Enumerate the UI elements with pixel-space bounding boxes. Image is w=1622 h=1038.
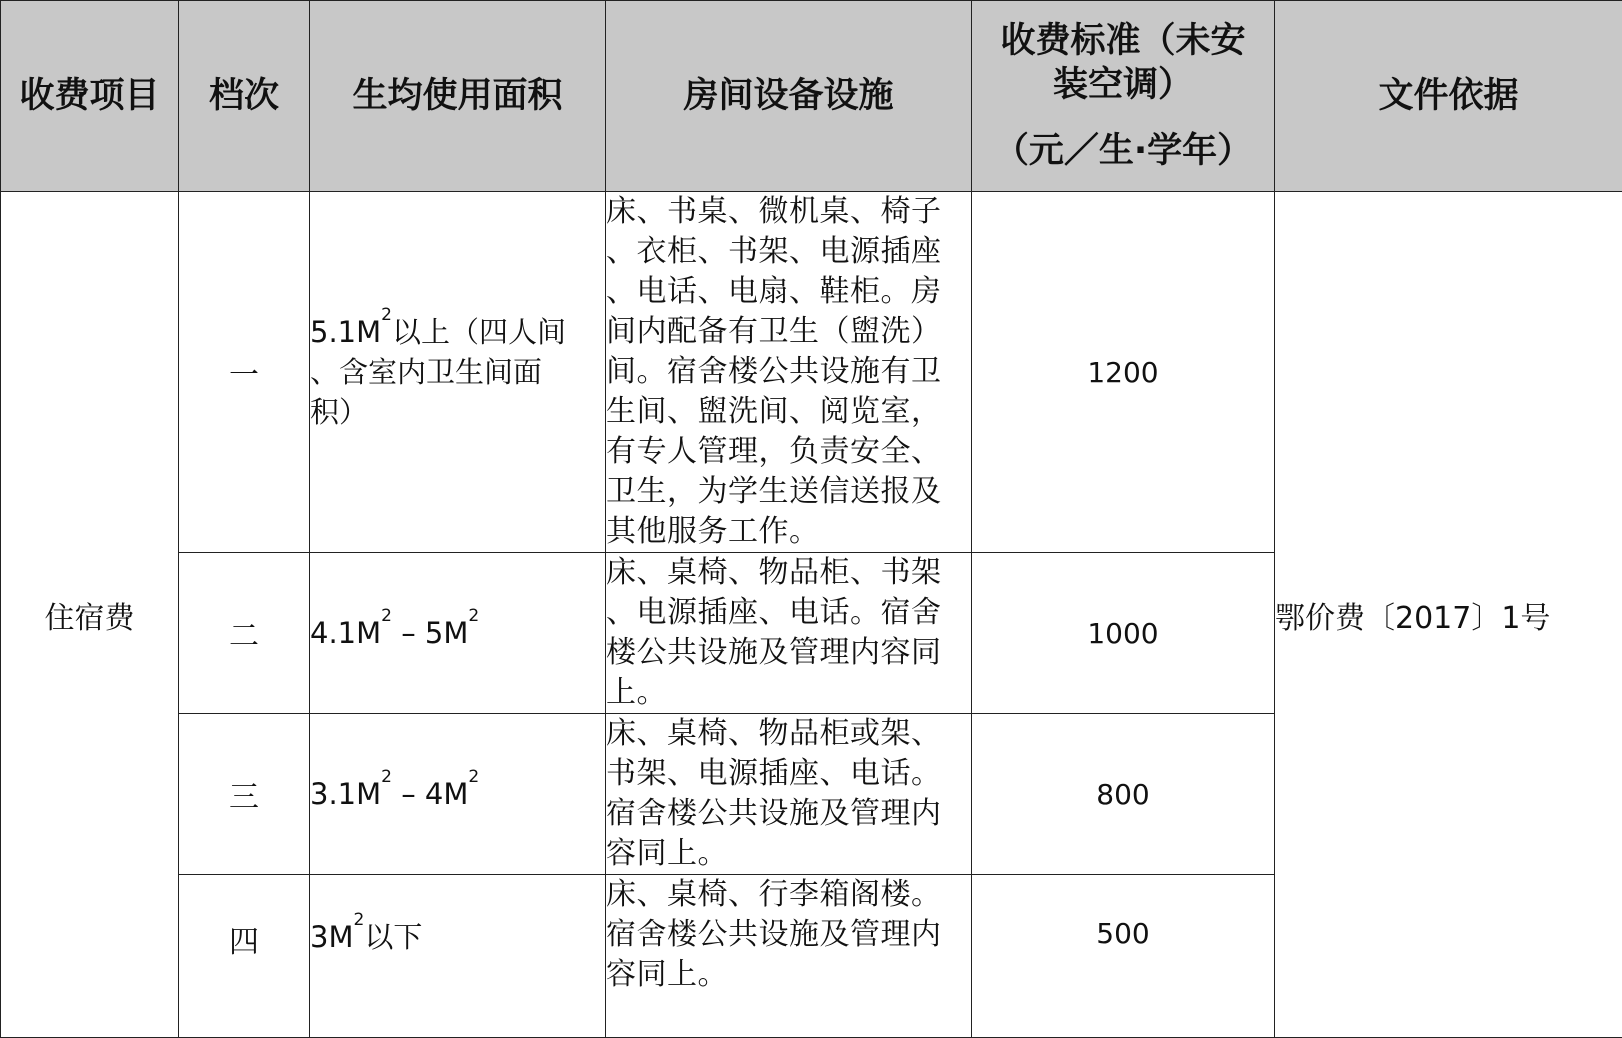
tier-cell: 一: [179, 192, 310, 553]
equipment-line: 卫生，为学生送信送报及: [606, 472, 971, 512]
header-fee-line-1: 收费标准（未安: [972, 19, 1274, 63]
tier-cell: 二: [179, 553, 310, 714]
header-row: [1, 1, 1622, 192]
header-doc-basis: 文件依据: [1275, 1, 1622, 192]
equipment-line: 其他服务工作。: [606, 512, 971, 552]
header-fee-item: 收费项目: [1, 1, 179, 192]
header-fee-line-2: 装空调）: [972, 63, 1274, 107]
equipment-line: 、电话、电扇、鞋柜。房: [606, 272, 971, 312]
equipment-line: 宿舍楼公共设施及管理内: [606, 794, 971, 834]
equipment-cell: [606, 192, 972, 553]
fee-cell: 1000: [972, 553, 1275, 714]
equipment-line: 床、书桌、微机桌、椅子: [606, 192, 971, 232]
equipment-line: 容同上。: [606, 955, 971, 995]
equipment-cell: [606, 553, 972, 714]
header-fee-standard: [972, 1, 1275, 192]
area-cell: [310, 192, 606, 553]
equipment-line: 有专人管理，负责安全、: [606, 432, 971, 472]
table-row: [1, 192, 1622, 553]
tier-cell: 四: [179, 875, 310, 1038]
equipment-line: 上。: [606, 673, 971, 713]
equipment-cell: [606, 875, 972, 1038]
area-note-line: 、含室内卫生间面: [310, 355, 542, 389]
fee-item-cell: 住宿费: [1, 192, 179, 1038]
equipment-line: 、衣柜、书架、电源插座: [606, 232, 971, 272]
equipment-line: 床、桌椅、物品柜或架、: [606, 714, 971, 754]
equipment-line: 间。宿舍楼公共设施有卫: [606, 352, 971, 392]
equipment-line: 、电源插座、电话。宿舍: [606, 593, 971, 633]
header-area: 生均使用面积: [310, 1, 606, 192]
area-cell: $3.1M^2 - 4M^2$: [310, 714, 606, 875]
equipment-line: 楼公共设施及管理内容同: [606, 633, 971, 673]
header-tier: 档次: [179, 1, 310, 192]
equipment-line: 书架、电源插座、电话。: [606, 754, 971, 794]
equipment-line: 床、桌椅、物品柜、书架: [606, 553, 971, 593]
equipment-line: 宿舍楼公共设施及管理内: [606, 915, 971, 955]
equipment-line: 床、桌椅、行李箱阁楼。: [606, 875, 971, 915]
equipment-cell: [606, 714, 972, 875]
tier-cell: 三: [179, 714, 310, 875]
header-equipment: 房间设备设施: [606, 1, 972, 192]
fee-cell: 500: [972, 875, 1275, 1038]
area-cell: $4.1M^2 - 5M^2$: [310, 553, 606, 714]
equipment-line: 间内配备有卫生（盥洗）: [606, 312, 971, 352]
doc-basis-cell: 鄂价费〔2017〕1号: [1275, 192, 1622, 1038]
equipment-line: 容同上。: [606, 834, 971, 874]
fee-cell: 800: [972, 714, 1275, 875]
area-note-line: 积）: [310, 395, 368, 429]
fee-cell: 1200: [972, 192, 1275, 553]
equipment-line: 生间、盥洗间、阅览室，: [606, 392, 971, 432]
area-cell: $3M^2$以下: [310, 875, 606, 1038]
header-fee-line-3: （元／生·学年）: [972, 129, 1274, 173]
area-value: $5.1M^2$以上（四人间: [310, 315, 566, 349]
